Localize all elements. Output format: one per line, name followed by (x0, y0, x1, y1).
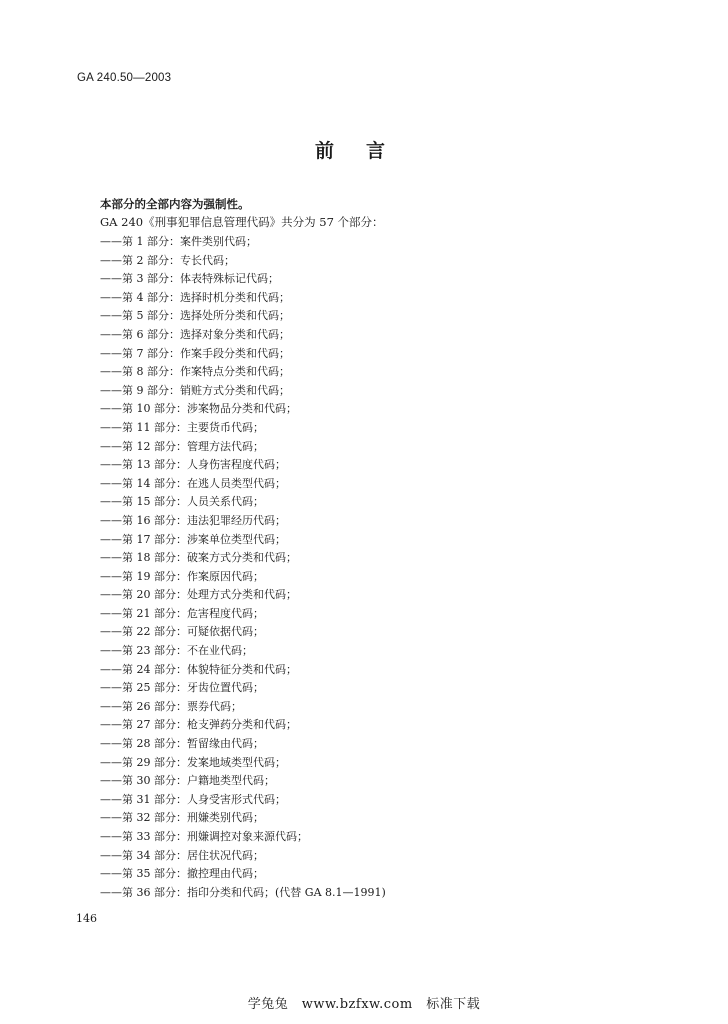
list-item: ——第 26 部分：票券代码； (100, 699, 242, 713)
list-item: ——第 4 部分：选择时机分类和代码； (100, 290, 290, 304)
list-item: ——第 10 部分：涉案物品分类和代码； (100, 402, 297, 416)
list-item: ——第 30 部分：户籍地类型代码； (100, 774, 275, 788)
list-item: ——第 29 部分：发案地域类型代码； (100, 755, 286, 769)
watermark-footer: 学兔兔 www.bzfxw.com 标准下载 (247, 997, 481, 1012)
list-item: ——第 35 部分：撤控理由代码； (100, 867, 264, 881)
list-item: ——第 23 部分：不在业代码； (100, 644, 253, 658)
list-item: ——第 22 部分：可疑依据代码； (100, 625, 264, 639)
list-item: ——第 1 部分：案件类别代码； (100, 235, 257, 248)
series-statement: GA 240《刑事犯罪信息管理代码》共分为 57 个部分： (100, 215, 384, 229)
list-item: ——第 32 部分：刑嫌类别代码； (100, 811, 264, 825)
list-item: ——第 8 部分：作案特点分类和代码； (100, 365, 290, 379)
list-item: ——第 6 部分：选择对象分类和代码； (100, 327, 290, 341)
list-item: ——第 34 部分：居住状况代码； (100, 848, 264, 862)
list-item: ——第 36 部分：指印分类和代码；(代替 GA 8.1—1991) (100, 885, 386, 899)
title-char-2: 言 (366, 140, 386, 162)
list-item: ——第 5 部分：选择处所分类和代码； (100, 309, 290, 323)
list-item: ——第 12 部分：管理方法代码； (100, 439, 264, 453)
list-item: ——第 9 部分：销赃方式分类和代码； (100, 383, 290, 397)
list-item: ——第 18 部分：破案方式分类和代码； (100, 551, 297, 565)
list-item: ——第 21 部分：危害程度代码； (100, 606, 264, 620)
page-number: 146 (76, 912, 97, 925)
mandatory-statement: 本部分的全部内容为强制性。 (100, 197, 250, 211)
list-item: ——第 3 部分：体表特殊标记代码； (100, 272, 279, 286)
parts-list (100, 233, 386, 902)
list-item: ——第 17 部分：涉案单位类型代码； (100, 532, 286, 546)
list-item: ——第 7 部分：作案手段分类和代码； (100, 346, 290, 360)
list-item: ——第 25 部分：牙齿位置代码； (100, 681, 264, 695)
document-code: GA 240.50—2003 (77, 72, 172, 84)
list-item: ——第 24 部分：体貌特征分类和代码； (100, 662, 297, 676)
list-item: ——第 33 部分：刑嫌调控对象来源代码； (100, 830, 308, 843)
list-item: ——第 27 部分：枪支弹药分类和代码； (100, 718, 297, 732)
page-title (0, 136, 700, 163)
list-item: ——第 31 部分：人身受害形式代码； (100, 792, 286, 806)
list-item: ——第 2 部分：专长代码； (100, 253, 235, 267)
list-item: ——第 20 部分：处理方式分类和代码； (100, 588, 297, 602)
list-item: ——第 14 部分：在逃人员类型代码； (100, 476, 286, 490)
title-char-1: 前 (314, 140, 334, 162)
list-item: ——第 16 部分：违法犯罪经历代码； (100, 513, 286, 527)
list-item: ——第 13 部分：人身伤害程度代码； (100, 458, 286, 472)
list-item: ——第 15 部分：人员关系代码； (100, 495, 264, 509)
list-item: ——第 28 部分：暂留缘由代码； (100, 737, 264, 751)
list-item: ——第 11 部分：主要货币代码； (100, 420, 264, 434)
list-item: ——第 19 部分：作案原因代码； (100, 569, 264, 583)
